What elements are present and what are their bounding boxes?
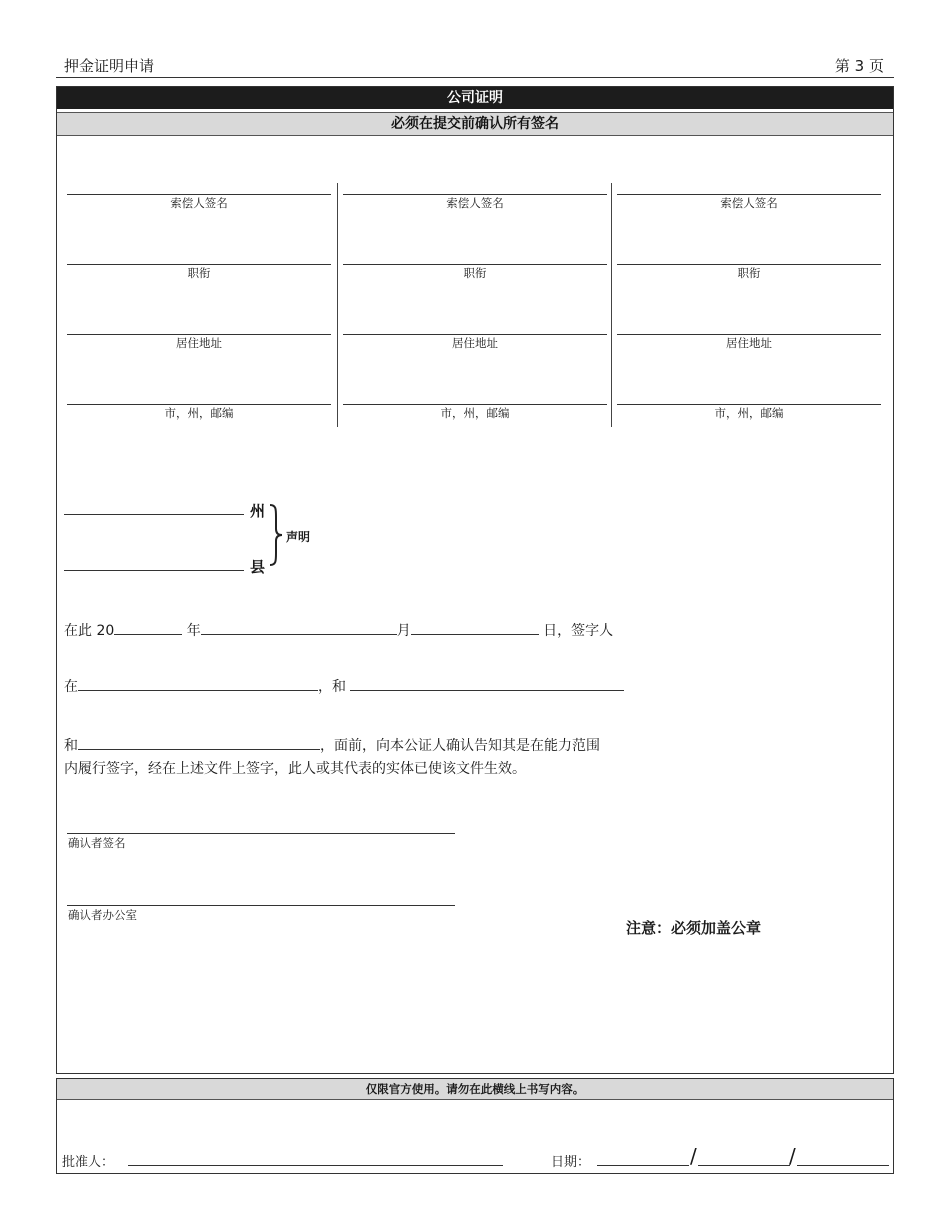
month-field[interactable] [201,620,397,635]
document-title: 押金证明申请 [64,57,155,75]
month-label: 月 [396,623,411,639]
column-divider [611,183,612,427]
page-number: 第 3 页 [834,57,884,75]
seal-notice: 注意：必须加盖公章 [626,919,762,937]
header-rule [56,77,894,78]
signer-column-3 [617,194,881,421]
date-separator: / [789,1144,796,1168]
address-label: 居住地址 [452,336,498,350]
office-use-banner: 仅限官方使用。请勿在此横线上书写内容。 [57,1079,893,1100]
third-signer-field[interactable] [78,735,320,750]
signature-label: 索偿人签名 [446,196,504,210]
second-signer-field[interactable] [350,676,624,691]
year-label: 年 [186,623,201,639]
acknowledger-signature-line[interactable] [67,833,455,834]
city-label: 市，州，邮编 [440,406,510,420]
day-field[interactable] [411,620,539,635]
title-label: 职衔 [187,266,211,280]
ack-line-4: 内履行签字，经在上述文件上签字，此人或其代表的实体已使该文件生效。 [64,761,526,777]
ack-and-label: ，和 [318,679,346,695]
acknowledger-office-line[interactable] [67,905,455,906]
title-label: 职衔 [737,266,761,280]
ack-line-2 [64,676,624,696]
address-label: 居住地址 [176,336,222,350]
date-month-line[interactable] [597,1165,689,1166]
signature-label: 索偿人签名 [170,196,228,210]
statement-label: 声明 [286,530,311,544]
column-divider [337,183,338,427]
county-line[interactable] [64,570,244,571]
signature-label: 索偿人签名 [720,196,778,210]
ack-date-prefix: 在此 20 [64,623,115,639]
signer-column-1 [67,194,331,421]
ack-line-3 [64,735,600,755]
city-label: 市，州，邮编 [164,406,234,420]
year-field[interactable] [114,620,182,635]
county-label: 县 [250,558,266,576]
date-day-line[interactable] [698,1165,790,1166]
acknowledger-signature-label: 确认者签名 [68,836,126,850]
approved-by-label: 批准人： [62,1155,115,1170]
ack-and-prefix: 和 [64,738,78,754]
ack-line-1 [64,620,613,640]
approved-by-line[interactable] [128,1165,503,1166]
ack-statement: ，面前，向本公证人确认告知其是在能力范围 [320,738,600,754]
section-title: 公司证明 [57,87,893,109]
date-separator: / [690,1144,697,1168]
date-year-line[interactable] [797,1165,889,1166]
signer-column-2 [343,194,607,421]
brace-icon [266,503,284,567]
title-label: 职衔 [463,266,487,280]
ack-at-prefix: 在 [64,679,78,695]
signer-name-field[interactable] [78,676,318,691]
date-label: 日期： [551,1155,591,1170]
day-label: 日，签字人 [543,623,614,639]
city-label: 市，州，邮编 [714,406,784,420]
state-label: 州 [250,502,266,520]
address-label: 居住地址 [726,336,772,350]
acknowledger-office-label: 确认者办公室 [68,908,137,922]
section-subtitle: 必须在提交前确认所有签名 [57,112,893,136]
state-line[interactable] [64,514,244,515]
